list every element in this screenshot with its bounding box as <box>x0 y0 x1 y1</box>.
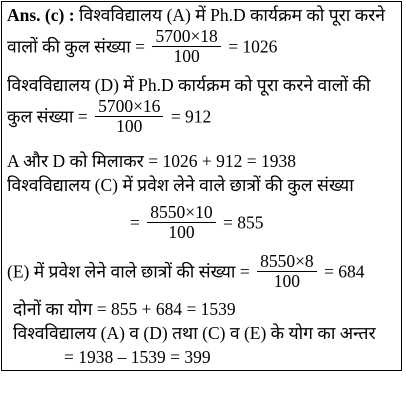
fraction-1 <box>152 27 220 66</box>
line-8 <box>7 252 365 291</box>
fraction-4-denominator: 100 <box>273 271 300 291</box>
fraction-2 <box>95 97 163 136</box>
fraction-4-numerator: 8550×8 <box>257 252 317 272</box>
fraction-3-numerator: 8550×10 <box>147 203 215 223</box>
answer-label: Ans. (c) : <box>7 5 75 25</box>
line-6-text: विश्वविद्यालय (C) में प्रवेश लेने वाले छात्रों की कुल संख्या <box>7 175 354 195</box>
line-2-text: वालों की कुल संख्या = <box>7 36 146 57</box>
line-2 <box>7 27 277 66</box>
line-7-prefix: = <box>130 212 140 233</box>
line-5-text: A और D को मिलाकर = 1026 + 912 = 1938 <box>7 151 296 171</box>
fraction-1-denominator: 100 <box>173 46 200 66</box>
line-1-text: विश्वविद्यालय (A) में Ph.D कार्यक्रम को पूरा करने <box>78 5 386 25</box>
line-9-text: दोनों का योग = 855 + 684 = 1539 <box>13 299 236 319</box>
line-8-text: (E) में प्रवेश लेने वाले छात्रों की संख्या = <box>7 261 250 282</box>
fraction-2-denominator: 100 <box>116 116 143 136</box>
fraction-3-denominator: 100 <box>168 222 195 242</box>
line-8-result: = 684 <box>324 261 365 282</box>
line-11 <box>64 346 211 368</box>
fraction-3 <box>147 203 215 242</box>
line-6 <box>7 174 354 196</box>
line-10 <box>13 322 376 344</box>
line-4-text: कुल संख्या = <box>7 106 88 127</box>
line-3 <box>7 74 370 96</box>
line-10-text: विश्वविद्यालय (A) व (D) तथा (C) व (E) के योग का अन्तर <box>13 323 376 343</box>
line-1 <box>7 4 385 26</box>
line-4-result: = 912 <box>170 106 212 127</box>
fraction-2-numerator: 5700×16 <box>95 97 163 117</box>
line-7-result: = 855 <box>223 212 264 233</box>
line-9 <box>13 298 236 320</box>
line-3-text: विश्वविद्यालय (D) में Ph.D कार्यक्रम को पूरा करने वालों की <box>7 75 371 95</box>
line-11-text: = 1938 – 1539 = 399 <box>64 347 211 367</box>
line-5 <box>7 150 296 172</box>
line-2-result: = 1026 <box>228 36 278 57</box>
fraction-4 <box>257 252 317 291</box>
line-7 <box>130 203 264 242</box>
fraction-1-numerator: 5700×18 <box>152 27 220 47</box>
line-4 <box>7 97 211 136</box>
